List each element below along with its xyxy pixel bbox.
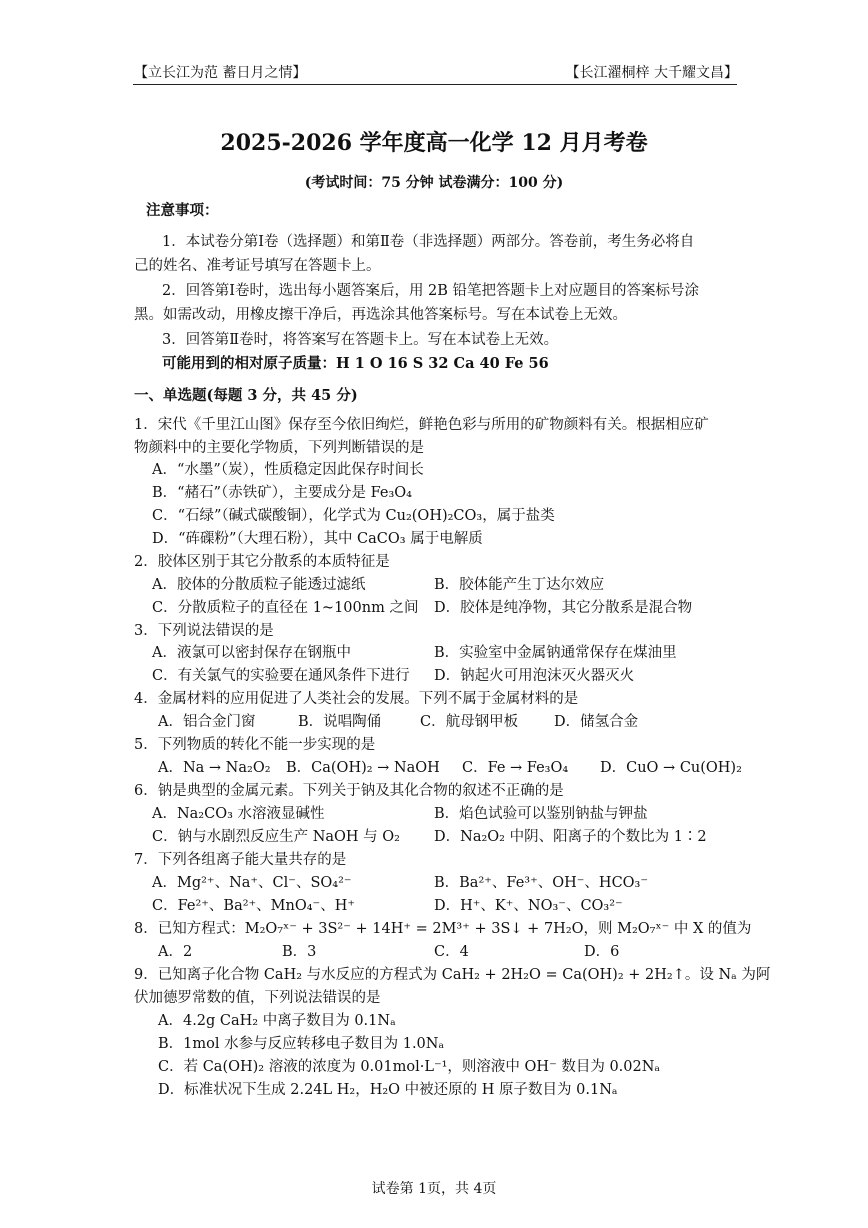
q8-option-c: C．4 <box>434 944 469 960</box>
atomic-masses: 可能用到的相对原子质量：H 1 O 16 S 32 Ca 40 Fe 56 <box>162 355 549 372</box>
q7-option-d: D．H⁺、K⁺、NO₃⁻、CO₃²⁻ <box>434 898 623 914</box>
q8-option-a: A．2 <box>158 944 193 960</box>
q5-stem: 5．下列物质的转化不能一步实现的是 <box>134 737 376 753</box>
q1-option-b: B．“赭石”（赤铁矿），主要成分是 Fe₃O₄ <box>152 485 412 501</box>
q8-stem: 8．已知方程式：M₂O₇ˣ⁻ + 3S²⁻ + 14H⁺ = 2M³⁺ + 3S↓ + 7H₂O，则 M₂O₇ˣ⁻ 中 X 的值为 <box>134 921 752 937</box>
q8-option-d: D．6 <box>584 944 620 960</box>
q7-option-a: A．Mg²⁺、Na⁺、Cl⁻、SO₄²⁻ <box>152 875 352 891</box>
q3-option-d: D．钠起火可用泡沫灭火器灭火 <box>434 668 635 684</box>
q4-option-d: D．储氢合金 <box>554 714 639 730</box>
note-2-line-2: 黑。如需改动，用橡皮擦干净后，再选涂其他答案标号。写在本试卷上无效。 <box>134 307 627 323</box>
q5-option-d: D．CuO → Cu(OH)₂ <box>600 760 742 776</box>
q3-stem: 3．下列说法错误的是 <box>134 623 274 639</box>
q3-option-a: A．液氯可以密封保存在钢瓶中 <box>152 645 351 661</box>
q5-option-b: B．Ca(OH)₂ → NaOH <box>286 760 440 776</box>
q9-option-d: D．标准状况下生成 2.24L H₂，H₂O 中被还原的 H 原子数目为 0.1Nₐ <box>158 1082 618 1098</box>
q2-stem: 2．胶体区别于其它分散系的本质特征是 <box>134 554 390 570</box>
header-left-motto: 【立长江为范 蓄日月之情】 <box>134 65 307 81</box>
q9-option-a: A．4.2g CaH₂ 中离子数目为 0.1Nₐ <box>158 1013 396 1029</box>
q1-option-a: A．“水墨”（炭），性质稳定因此保存时间长 <box>152 462 424 478</box>
q5-option-a: A．Na → Na₂O₂ <box>158 760 271 776</box>
q9-stem-line-2: 伏加德罗常数的值，下列说法错误的是 <box>134 990 381 1006</box>
q9-stem-line-1: 9．已知离子化合物 CaH₂ 与水反应的方程式为 CaH₂ + 2H₂O = Ca(OH)₂ + 2H₂↑。设 Nₐ 为阿 <box>134 967 771 983</box>
header-divider <box>133 84 737 85</box>
header-right-motto: 【长江濯桐梓 大千耀文昌】 <box>565 65 738 81</box>
q1-stem-line-1: 1．宋代《千里江山图》保存至今依旧绚烂，鲜艳色彩与所用的矿物颜料有关。根据相应矿 <box>134 417 709 433</box>
q2-option-b: B．胶体能产生丁达尔效应 <box>434 577 605 593</box>
notes-heading: 注意事项： <box>146 202 219 219</box>
note-3: 3．回答第Ⅱ卷时，将答案写在答题卡上。写在本试卷上无效。 <box>162 332 559 348</box>
q2-option-d: D．胶体是纯净物，其它分散系是混合物 <box>434 600 693 616</box>
q9-option-c: C．若 Ca(OH)₂ 溶液的浓度为 0.01mol·L⁻¹，则溶液中 OH⁻ 数目为 0.02Nₐ <box>158 1059 661 1075</box>
q1-option-d: D．“砗磲粉”（大理石粉），其中 CaCO₃ 属于电解质 <box>152 531 483 547</box>
q6-option-d: D．Na₂O₂ 中阴、阳离子的个数比为 1∶2 <box>434 829 707 845</box>
note-2-line-1: 2．回答第Ⅰ卷时，选出每小题答案后，用 2B 铅笔把答题卡上对应题目的答案标号涂 <box>162 283 700 299</box>
q2-option-a: A．胶体的分散质粒子能透过滤纸 <box>152 577 366 593</box>
q7-option-b: B．Ba²⁺、Fe³⁺、OH⁻、HCO₃⁻ <box>434 875 649 891</box>
q8-option-b: B．3 <box>282 944 317 960</box>
q4-option-a: A．铝合金门窗 <box>158 714 256 730</box>
section-1-heading: 一、单选题(每题 3 分，共 45 分) <box>134 387 358 404</box>
q4-option-c: C．航母钢甲板 <box>420 714 519 730</box>
q3-option-c: C．有关氯气的实验要在通风条件下进行 <box>152 668 410 684</box>
q6-stem: 6．钠是典型的金属元素。下列关于钠及其化合物的叙述不正确的是 <box>134 783 564 799</box>
q1-option-c: C．“石绿”（碱式碳酸铜），化学式为 Cu₂(OH)₂CO₃，属于盐类 <box>152 508 555 524</box>
q4-stem: 4．金属材料的应用促进了人类社会的发展。下列不属于金属材料的是 <box>134 691 579 707</box>
q4-option-b: B．说唱陶俑 <box>298 714 382 730</box>
q7-option-c: C．Fe²⁺、Ba²⁺、MnO₄⁻、H⁺ <box>152 898 356 914</box>
q1-stem-line-2: 物颜料中的主要化学物质，下列判断错误的是 <box>134 440 424 456</box>
q6-option-a: A．Na₂CO₃ 水溶液显碱性 <box>152 806 325 822</box>
q9-option-b: B．1mol 水参与反应转移电子数目为 1.0Nₐ <box>158 1036 445 1052</box>
page-footer: 试卷第 1页，共 4页 <box>371 1181 497 1197</box>
q6-option-c: C．钠与水剧烈反应生产 NaOH 与 O₂ <box>152 829 400 845</box>
q6-option-b: B．焰色试验可以鉴别钠盐与钾盐 <box>434 806 648 822</box>
note-1-line-2: 己的姓名、准考证号填写在答题卡上。 <box>134 258 381 274</box>
exam-subtitle: (考试时间：75 分钟 试卷满分：100 分) <box>304 175 564 191</box>
exam-title: 2025-2026 学年度高一化学 12 月月考卷 <box>220 130 648 156</box>
q5-option-c: C．Fe → Fe₃O₄ <box>462 760 569 776</box>
q7-stem: 7．下列各组离子能大量共存的是 <box>134 852 347 868</box>
q3-option-b: B．实验室中金属钠通常保存在煤油里 <box>434 645 677 661</box>
q2-option-c: C．分散质粒子的直径在 1~100nm 之间 <box>152 600 419 616</box>
note-1-line-1: 1．本试卷分第Ⅰ卷（选择题）和第Ⅱ卷（非选择题）两部分。答卷前，考生务必将自 <box>162 234 695 250</box>
